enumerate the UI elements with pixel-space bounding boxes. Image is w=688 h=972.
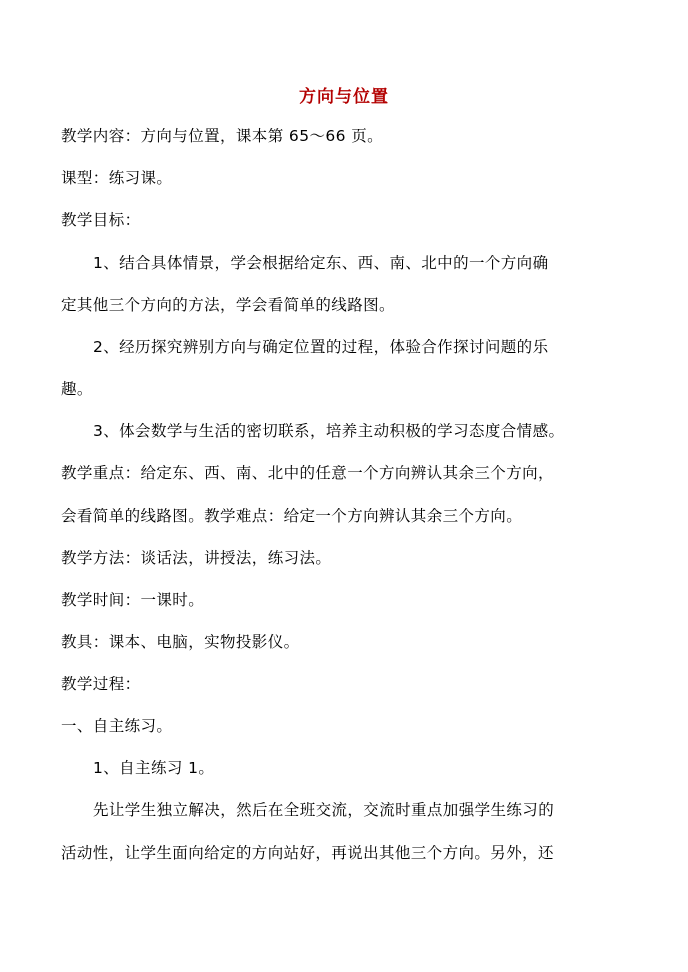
key-points-line-1: 教学重点：给定东、西、南、北中的任意一个方向辨认其余三个方向，	[61, 464, 554, 482]
objective-2-line-1: 2、经历探究辨别方向与确定位置的过程，体验合作探讨问题的乐	[93, 338, 549, 356]
process-heading: 教学过程：	[61, 675, 141, 693]
objective-1-line-2: 定其他三个方向的方法，学会看简单的线路图。	[61, 296, 395, 314]
teaching-time-line: 教学时间：一课时。	[61, 591, 205, 609]
objectives-heading: 教学目标：	[61, 211, 141, 229]
objective-1-line-1: 1、结合具体情景，学会根据给定东、西、南、北中的一个方向确	[93, 254, 549, 272]
teaching-methods-line: 教学方法：谈话法，讲授法，练习法。	[61, 549, 332, 567]
teaching-content-line: 教学内容：方向与位置，课本第 65～66 页。	[61, 127, 384, 145]
exercise-1-heading: 1、自主练习 1。	[93, 759, 215, 777]
lesson-type-line: 课型：练习课。	[61, 169, 173, 187]
objective-3-line: 3、体会数学与生活的密切联系，培养主动积极的学习态度合情感。	[93, 422, 565, 440]
exercise-1-paragraph-line-2: 活动性，让学生面向给定的方向站好，再说出其他三个方向。另外，还	[61, 844, 554, 862]
section-1-heading: 一、自主练习。	[61, 717, 173, 735]
objective-2-line-2: 趣。	[61, 380, 93, 398]
document-title: 方向与位置	[299, 87, 389, 107]
teaching-aids-line: 教具：课本、电脑，实物投影仪。	[61, 633, 300, 651]
key-points-line-2: 会看简单的线路图。教学难点：给定一个方向辨认其余三个方向。	[61, 507, 523, 525]
exercise-1-paragraph-line-1: 先让学生独立解决，然后在全班交流，交流时重点加强学生练习的	[93, 801, 555, 819]
